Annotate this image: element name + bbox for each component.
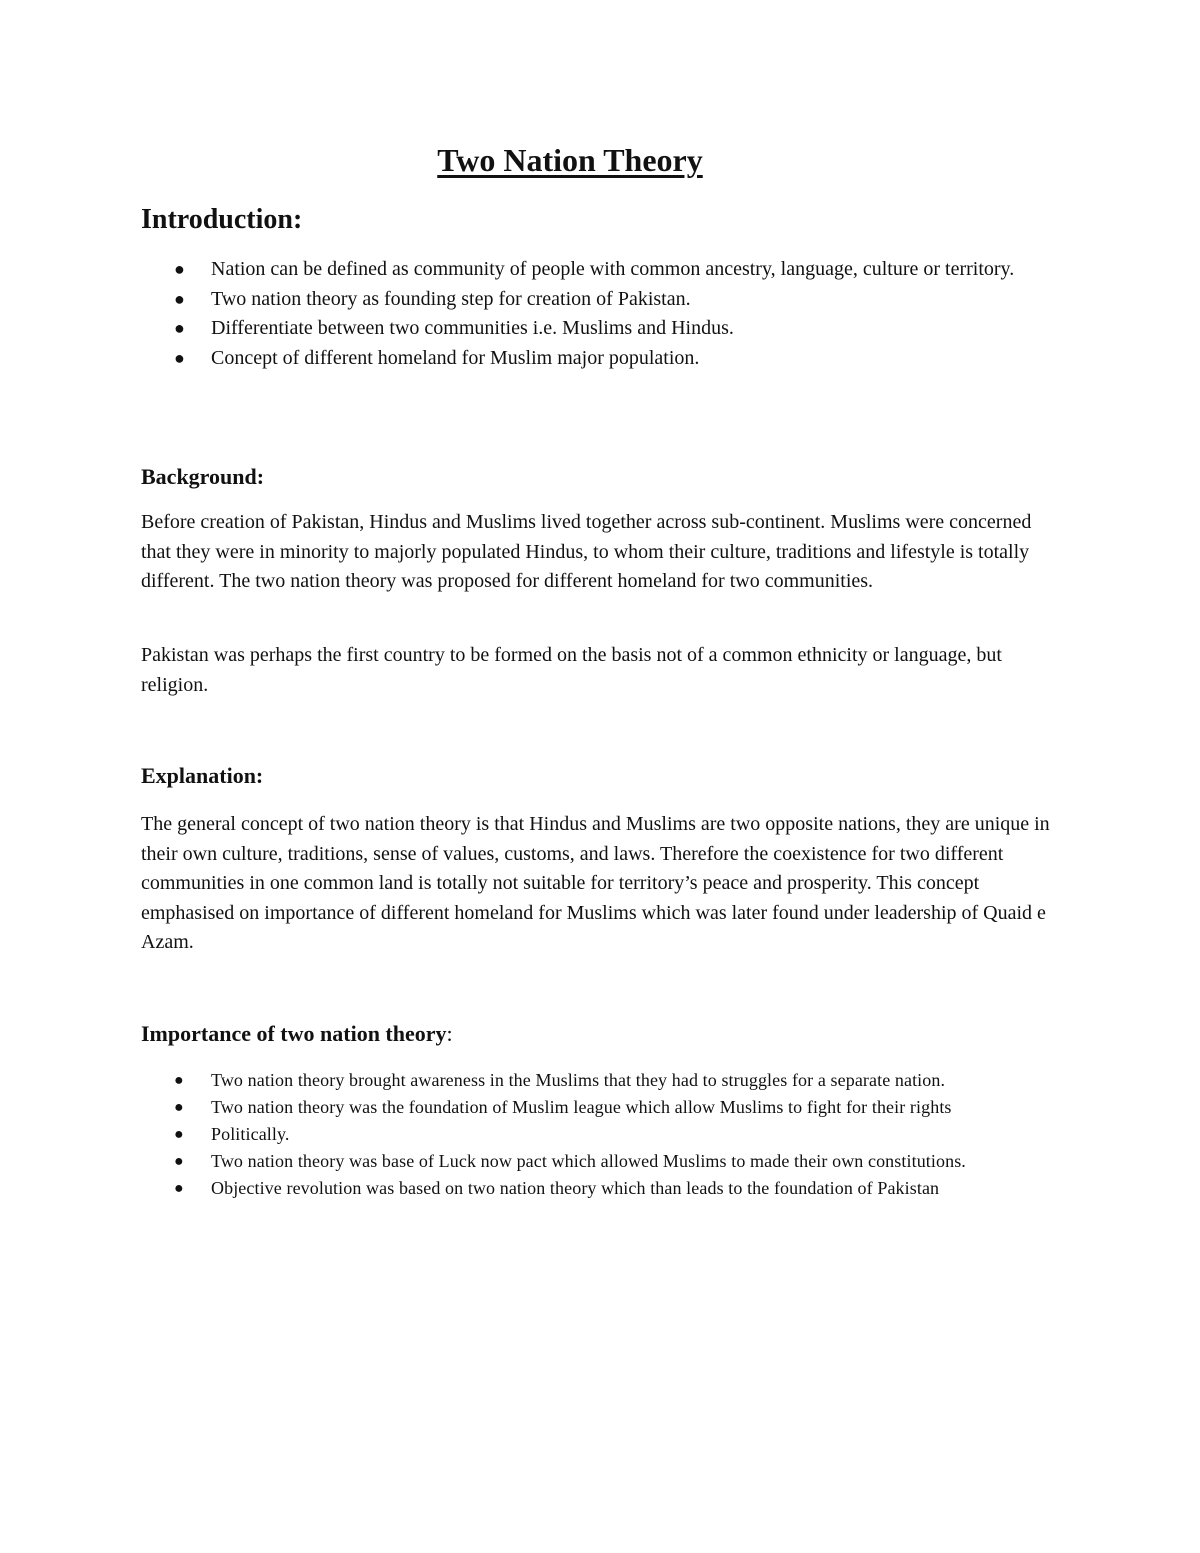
bullet-icon: ● <box>174 1072 184 1089</box>
list-item: ● Concept of different homeland for Muslim major population. <box>141 344 1061 374</box>
bullet-icon: ● <box>174 318 185 338</box>
list-item: ● Objective revolution was based on two nation theory which than leads to the foundation of Pakistan <box>141 1175 1061 1202</box>
importance-heading-colon: : <box>446 1021 453 1046</box>
list-item: ● Two nation theory was the foundation of Muslim league which allow Muslims to fight for their rights <box>141 1094 1061 1121</box>
bullet-icon: ● <box>174 1153 184 1170</box>
background-paragraph-1: Before creation of Pakistan, Hindus and Muslims lived together across sub-continent. Muslims were concerned that they were in minority to majorly populated Hindus, to whom their culture, traditions and lifestyle is totally different. The two nation theory was proposed for different homeland for two communities. <box>141 511 1032 592</box>
bullet-icon: ● <box>174 1180 184 1197</box>
list-item: ● Nation can be defined as community of people with common ancestry, language, culture or territory. <box>141 255 1061 285</box>
importance-heading-text: Importance of two nation theory <box>141 1021 447 1046</box>
introduction-list <box>141 255 1061 373</box>
background-paragraph-2: Pakistan was perhaps the first country to be formed on the basis not of a common ethnicity or language, but religion. <box>141 644 1002 696</box>
list-item: ● Politically. <box>141 1121 1061 1148</box>
list-item: ● Differentiate between two communities i.e. Muslims and Hindus. <box>141 314 1061 344</box>
bullet-icon: ● <box>174 1099 184 1116</box>
bullet-icon: ● <box>174 1126 184 1143</box>
importance-heading <box>141 1021 453 1047</box>
document-title: Two Nation Theory <box>437 142 703 178</box>
explanation-heading: Explanation: <box>141 763 264 788</box>
importance-list <box>141 1067 1061 1202</box>
background-heading: Background: <box>141 464 265 489</box>
introduction-heading: Introduction: <box>141 204 303 235</box>
list-item: ● Two nation theory as founding step for creation of Pakistan. <box>141 285 1061 315</box>
list-item: ● Two nation theory was base of Luck now pact which allowed Muslims to made their own constitutions. <box>141 1148 1061 1175</box>
bullet-icon: ● <box>174 347 185 368</box>
bullet-icon: ● <box>174 288 185 309</box>
list-item: ● Two nation theory brought awareness in the Muslims that they had to struggles for a separate nation. <box>141 1067 1061 1094</box>
explanation-paragraph: The general concept of two nation theory is that Hindus and Muslims are two opposite nations, they are unique in their own culture, traditions, sense of values, customs, and laws. Therefore the coexistence for two different communities in one common land is totally not suitable for territory’s peace and prosperity. This concept emphasised on importance of different homeland for Muslims which was later found under leadership of Quaid e Azam. <box>141 813 1050 953</box>
bullet-icon: ● <box>174 259 185 279</box>
